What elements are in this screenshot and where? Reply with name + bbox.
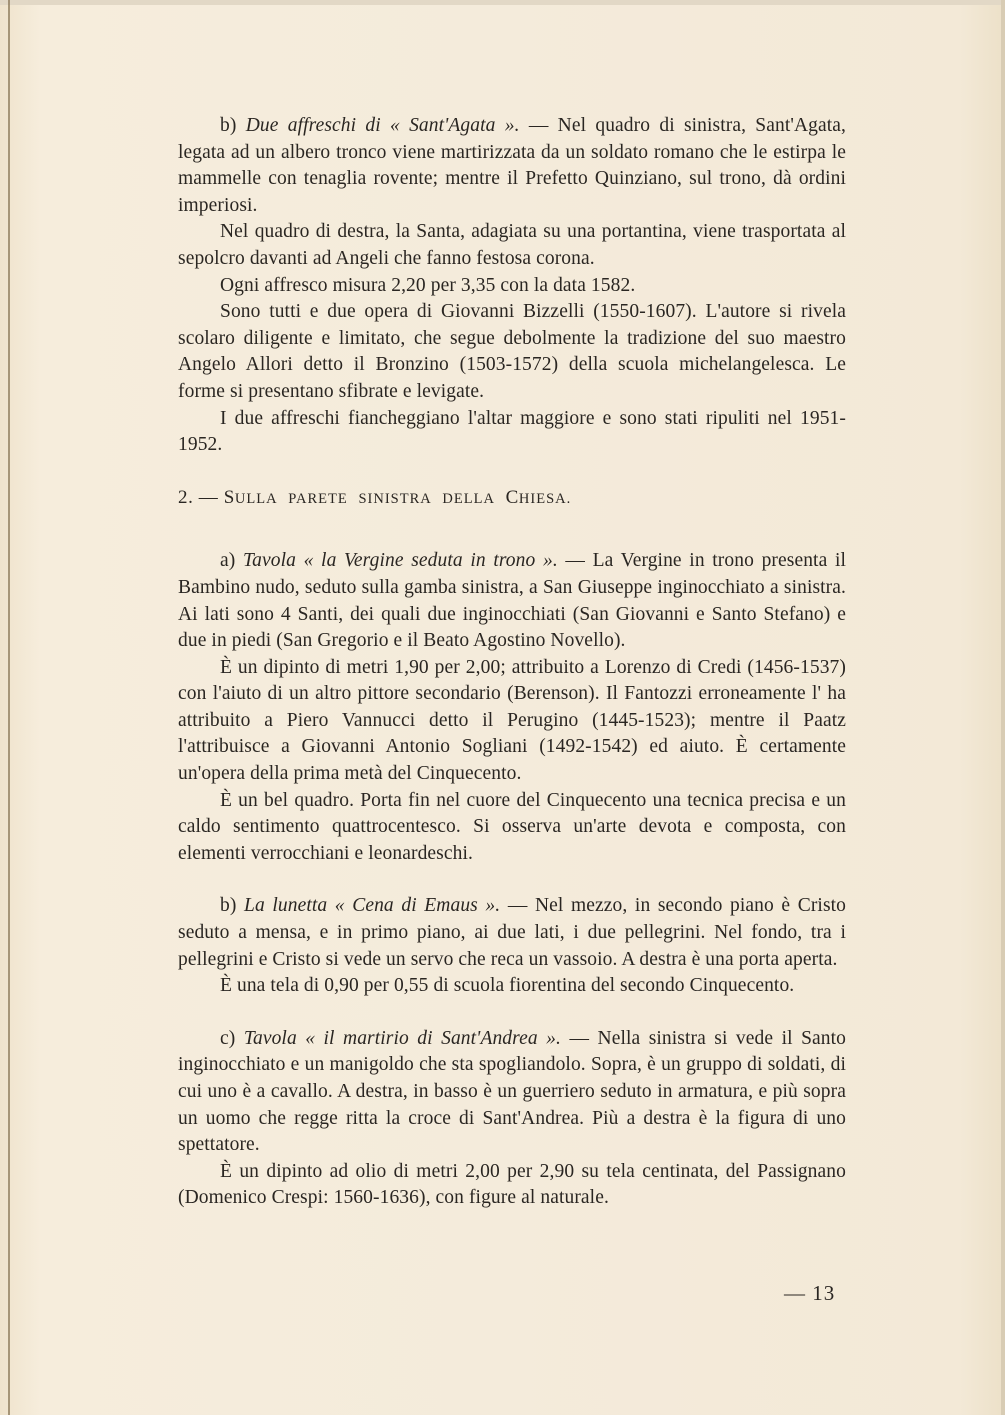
heading-word: DELLA <box>442 490 495 507</box>
heading-word: HIESA. <box>518 490 572 507</box>
paragraph-sant-agata-intro <box>178 113 846 219</box>
page-number: — 13 <box>784 1281 836 1305</box>
page-right-edge <box>1001 0 1005 1415</box>
paragraph: Sono tutti e due opera di Giovanni Bizzelli (1550-1607). L'autore si rivela scolaro diligente e limitato, che segue debolmente la tradizione del suo maestro Angelo Allori detto il Bronzino (1503-1572) della scuola michelangelesca. Le forme si presentano sfibrate e levigate. <box>178 301 846 402</box>
artwork-title: Tavola « il martirio di Sant'Andrea ». <box>243 1027 562 1049</box>
binding-spine-line <box>8 0 10 1415</box>
artwork-title: La lunetta « Cena di Emaus ». <box>244 895 501 917</box>
heading-word: ULLA <box>234 490 278 507</box>
paragraph-text: — Nel quadro di sinistra, Sant'Agata, legata ad un albero tronco viene martirizzata da un soldato romano che le estirpa le mammelle con tenaglia rovente; mentre il Prefetto Quinziano, sul trono, dà ordini imperiosi. <box>178 115 847 216</box>
paragraph: Ogni affresco misura 2,20 per 3,35 con la data 1582. <box>220 274 636 296</box>
paragraph-text: — La Vergine in trono presenta il Bambino nudo, seduto sulla gamba sinistra, a San Giuseppe inginocchiato a sinistra. Ai lati sono 4 Santi, dei quali due inginocchiati (San Giovanni e Santo Stefano) e due in piedi (San Gregorio e il Beato Agostino Novello). <box>178 550 846 652</box>
paragraph: Nel quadro di destra, la Santa, adagiata su una portantina, viene trasportata al sepolcro davanti ad Angeli che fanno festosa corona. <box>178 221 846 269</box>
body-text <box>178 113 846 1212</box>
artwork-title: Due affreschi di « Sant'Agata ». <box>245 115 520 136</box>
page-top-edge <box>0 0 1005 5</box>
item-label: b) <box>220 115 237 136</box>
heading-word: PARETE <box>288 490 348 507</box>
paragraph: È un dipinto di metri 1,90 per 2,00; attribuito a Lorenzo di Credi (1456-1537) con l'aiuto di un altro pittore secondario (Berenson). Il Fantozzi erroneamente l' ha attribuito a Piero Vannucci detto il Perugino (1445-1523); mentre il Paatz l'attribuisce a Giovanni Antonio Sogliani (1492-1542) ed aiuto. È certamente un'opera della prima metà del Cinquecento. <box>178 656 846 785</box>
heading-word: SINISTRA <box>358 490 432 507</box>
artwork-title: Tavola « la Vergine seduta in trono ». <box>242 550 558 572</box>
section-number: 2. — <box>178 486 224 508</box>
paragraph: I due affreschi fiancheggiano l'altar maggiore e sono stati ripuliti nel 1951-1952. <box>178 407 846 456</box>
paragraph: È una tela di 0,90 per 0,55 di scuola fiorentina del secondo Cinquecento. <box>220 975 795 997</box>
paragraph-emaus-intro <box>178 893 846 973</box>
paragraph-vergine-intro <box>178 548 846 654</box>
item-label: c) <box>220 1027 236 1049</box>
paragraph: È un dipinto ad olio di metri 2,00 per 2,90 su tela centinata, del Passignano (Domenico Crespi: 1560-1636), con figure al naturale. <box>178 1160 846 1209</box>
section-heading <box>178 485 846 513</box>
paragraph-text: — Nella sinistra si vede il Santo inginocchiato e un manigoldo che sta spogliandolo. Sopra, è un gruppo di soldati, di cui uno è a cavallo. A destra, in basso è un guerriero seduto in armatura, e più sopra un uomo che regge ritta la croce di Sant'Andrea. Più a destra è la figura di uno spettatore. <box>178 1027 846 1156</box>
paragraph-text: — Nel mezzo, in secondo piano è Cristo seduto a mensa, e in primo piano, ai due lati, i due pellegrini. Nel fondo, tra i pellegrini e Cristo si vede un servo che reca un vassoio. A destra è una porta aperta. <box>178 895 847 970</box>
paragraph-sant-andrea-intro <box>178 1026 846 1159</box>
item-label: b) <box>220 895 237 917</box>
heading-cap: S <box>223 486 235 508</box>
item-label: a) <box>220 550 236 572</box>
heading-cap: C <box>505 486 519 508</box>
paragraph: È un bel quadro. Porta fin nel cuore del Cinquecento una tecnica precisa e un caldo sentimento quattrocentesco. Si osserva un'arte devota e composta, con elementi verrocchiani e leonardeschi. <box>178 789 846 864</box>
